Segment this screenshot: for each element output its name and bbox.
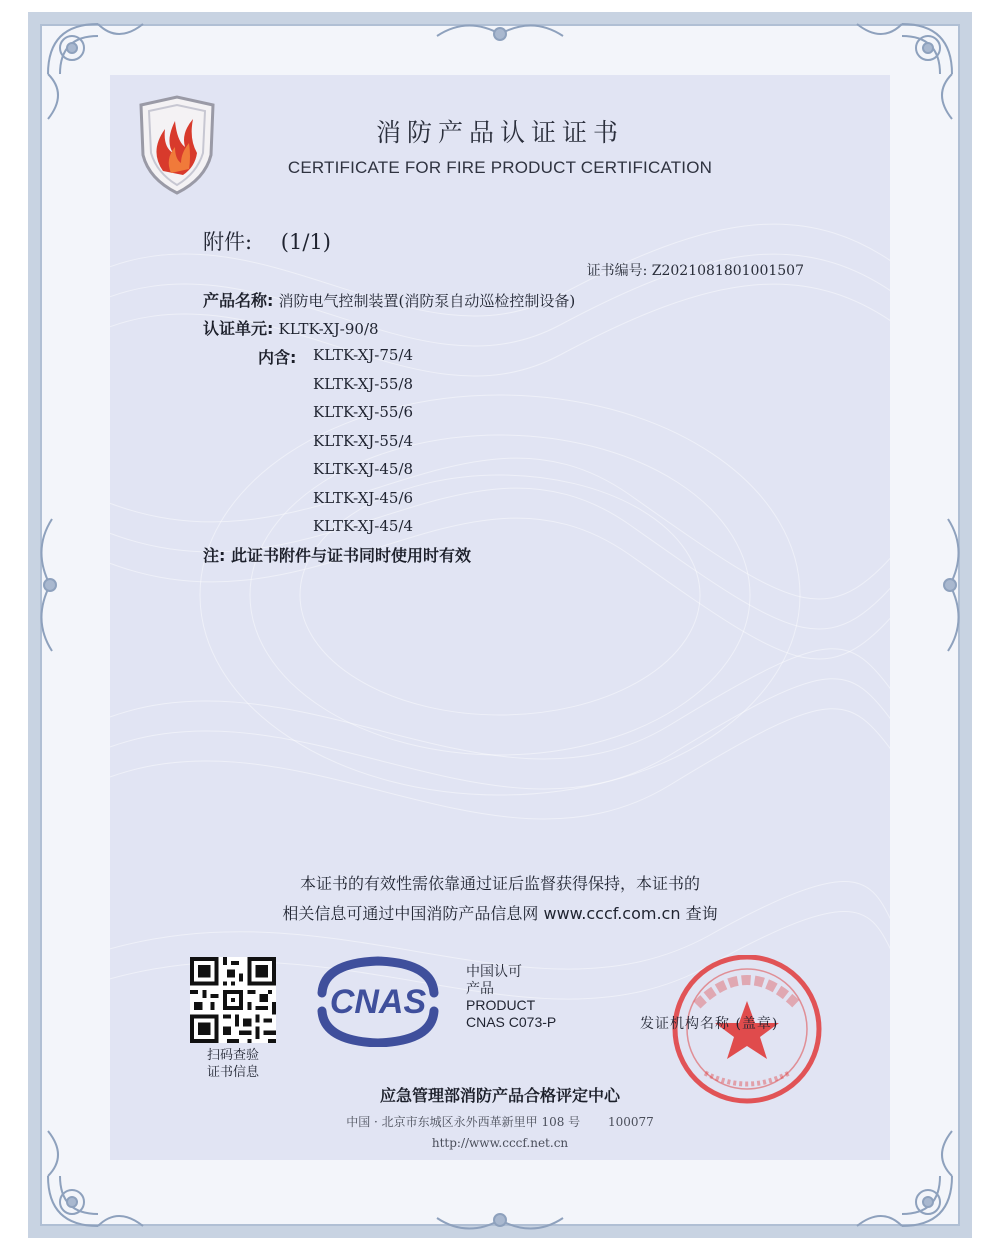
issuing-center-website[interactable]: http://www.cccf.net.cn [431,1136,569,1150]
model-item: KLTK-XJ-55/8 [313,375,414,393]
validity-note: 注: 此证书附件与证书同时使用时有效 [203,546,471,565]
model-item: KLTK-XJ-45/4 [313,517,414,535]
certification-unit-row [203,316,379,339]
model-item: KLTK-XJ-45/8 [313,460,414,478]
top-center-ornament [433,14,567,54]
model-item: KLTK-XJ-55/4 [313,432,414,450]
qr-caption-line2: 证书信息 [206,1065,259,1080]
certification-unit-label: 认证单元: [203,319,274,338]
qr-caption [190,1047,276,1081]
cnas-line2: 产品 [466,980,494,996]
certificate-number-value: Z2021081801001507 [651,263,804,279]
product-name-label: 产品名称: [203,291,274,310]
certificate-title-chinese: 消防产品认证证书 [375,118,624,147]
qr-code[interactable] [190,957,276,1043]
validity-statement-line2: 相关信息可通过中国消防产品信息网 www.cccf.com.cn 查询 [282,904,718,923]
cnas-line3: PRODUCT [466,997,536,1013]
product-name-value: 消防电气控制装置(消防泵自动巡检控制设备) [278,292,576,310]
attachment-page: (1/1) [280,230,331,254]
product-name-row [203,288,575,311]
issuing-center-address: 中国 · 北京市东城区永外西革新里甲 108 号 100077 [346,1115,654,1129]
right-center-ornament [930,515,970,655]
cnas-line4: CNAS C073-P [466,1014,557,1030]
cnas-logo-text: CNAS [329,983,427,1021]
bottom-center-ornament [433,1200,567,1240]
cnas-logo [314,955,442,1047]
model-item: KLTK-XJ-75/4 [313,346,414,364]
certificate-number [587,260,804,280]
model-item: KLTK-XJ-55/6 [313,403,414,421]
contains-label: 内含: [258,348,297,367]
issuing-center-name: 应急管理部消防产品合格评定中心 [379,1086,620,1105]
certificate-number-label: 证书编号: [586,263,648,279]
cnas-line1: 中国认可 [466,963,522,979]
attachment-line [203,226,331,256]
issuer-label: 发证机构名称 (盖章) [640,1016,779,1032]
model-item: KLTK-XJ-45/6 [313,489,414,507]
validity-statement-line1: 本证书的有效性需依靠通过证后监督获得保持，本证书的 [299,874,700,893]
left-center-ornament [30,515,70,655]
qr-caption-line1: 扫码查验 [206,1048,259,1063]
attachment-label: 附件: [203,230,253,254]
certification-unit-value: KLTK-XJ-90/8 [278,320,379,338]
certificate-title-english: CERTIFICATE FOR FIRE PRODUCT CERTIFICATION [287,158,713,177]
cnas-accreditation-text [466,963,556,1031]
